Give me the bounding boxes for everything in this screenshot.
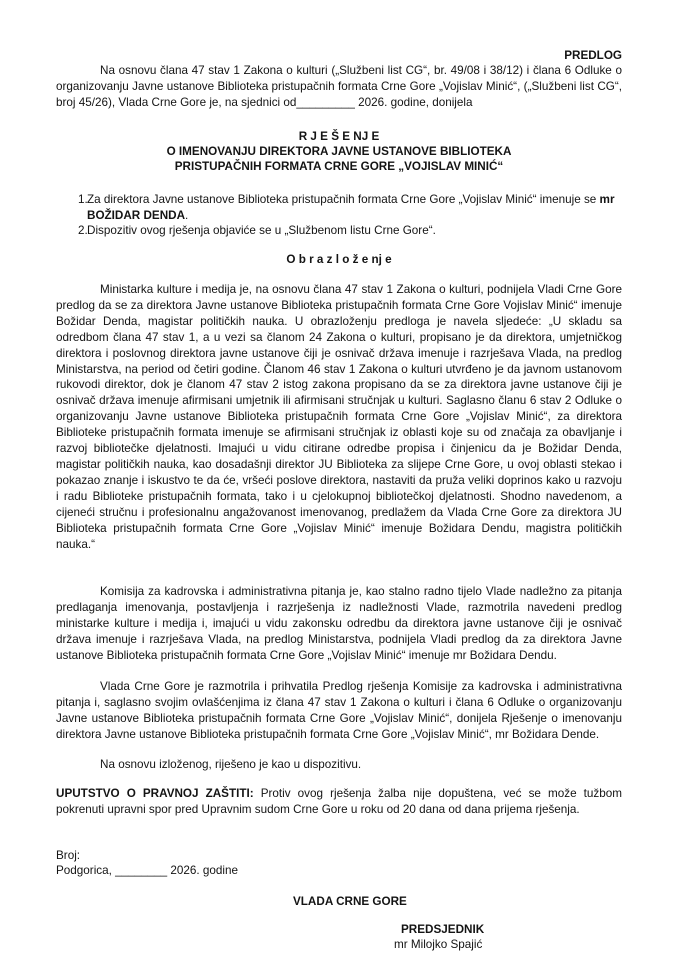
reasoning-paragraph-2: Komisija za kadrovska i administrativna pitanja je, kao stalno radno tijelo Vlade nadležno za pitanja predlaganja imenovanja, postavljenja i razrješenja iz nadležnosti Vlade, razmotrila navedeni predlog ministarke kulture i medija i, imajući u vidu zakonsku odredbu da direktora javne ustanove čiji je osnivač država imenuje i razrješava Vlada, na predlog Ministarstva, podnijela Vladi predlog da za direktora Javne ustanove Biblioteka pristupačnih formata Crne Gore „Vojislav Minić“ imenuje mr Božidara Dendu. (56, 585, 622, 662)
appointee-name: mr BOŽIDAR DENDA (87, 193, 615, 222)
decision-title-line-2: O IMENOVANJU DIREKTORA JAVNE USTANOVE BIBLIOTEKA (166, 145, 512, 158)
decision-title-line-1: R J E Š E NJ E (298, 130, 380, 143)
dispositive-number: 2. (78, 224, 88, 237)
dispositive-text: Dispozitiv ovog rješenja objaviće se u „Službenom listu Crne Gore“. (87, 224, 436, 237)
dispositive-text-end: . (185, 208, 189, 222)
legal-remedy-label: UPUTSTVO O PRAVNOJ ZAŠTITI: (56, 787, 254, 800)
place-date: Podgorica, ________ 2026. godine (56, 864, 238, 877)
legal-remedy-paragraph (56, 786, 622, 818)
decision-title-line-3: PRISTUPAČNIH FORMATA CRNE GORE „VOJISLAV MINIĆ“ (174, 160, 504, 173)
dispositive-text: Za direktora Javne ustanove Biblioteka pristupačnih formata Crne Gore „Vojislav Minić“ imenuje se (87, 193, 600, 206)
reference-number: Broj: (56, 849, 81, 862)
decision-title (56, 129, 622, 174)
reasoning-paragraph-4: Na osnovu izloženog, riješeno je kao u dispozitivu. (100, 758, 362, 771)
intro-paragraph: Na osnovu člana 47 stav 1 Zakona o kulturi („Službeni list CG“, br. 49/08 i 38/12) i člana 6 Odluke o organizovanju Javne ustanove Biblioteka pristupačnih formata Crne Gore „Vojislav Minić“, („Službeni list CG“, broj 45/26), Vlada Crne Gore je, na sjednici od_________ 2026. godine, donijela (56, 64, 622, 109)
president-name: mr Milojko Spajić (394, 938, 483, 951)
dispositive-item-2 (56, 223, 622, 239)
president-title: PREDSJEDNIK (401, 923, 485, 936)
reasoning-paragraph-1: Ministarka kulture i medija je, na osnovu člana 47 stav 1 Zakona o kulturi, podnijela Vladi Crne Gore predlog da se za direktora Javne ustanove Biblioteka pristupačnih formata Crne Gore Vojislav Minić“ imenuje Božidar Denda, magistar političkih nauka. U obrazloženju predloga je navela sljedeće: „U skladu sa odredbom člana 47 stav 1, a u vezi sa članom 24 Zakona o kulturi, propisano je da direktora, umjetničkog direktora i poslovnog direktora javne ustanove čiji je osnivač država imenuje i razrješava Vlada, na predlog Ministarstva, na period od četiri godine. Članom 46 stav 1 Zakona o kulturi utvrđeno je da javnom ustanovom rukovodi direktor, dok je članom 47 stav 2 istog zakona propisano da se za direktora javne ustanove čiji je osnivač država imenuje afirmisani umjetnik ili afirmisani stručnjak u kulturi. Saglasno članu 6 stav 2 Odluke o organizovanju Javne ustanove Biblioteka pristupačnih formata Crne Gore „Vojislav Minić“, za direktora Biblioteke pristupačnih formata imenuje se afirmisani stručnjak iz oblasti koje su od značaja za obavljanje i razvoj bibliotečke djelatnosti. Imajući u vidu citirane odredbe propisa i činjenicu da je Božidar Denda, magistar političkih nauka, kao dosadašnji direktor JU Biblioteka za slijepe Crne Gore, u ovoj oblasti stekao i pokazao znanje i iskustvo te da će, vršeći poslove direktora, nastaviti da pruža veliki doprinos kako u razvoju i radu Biblioteke pristupačnih formata, tako i u cjelokupnoj bibliotečkoj djelatnosti. Shodno navedenom, a cijeneći stručnu i profesionalnu angažovanost imenovanog, predlažem da Vlada Crne Gore za direktora JU Biblioteka pristupačnih formata Crne Gore „Vojislav Minić“ imenuje Božidara Dendu, magistra političkih nauka.“ (56, 283, 622, 551)
dispositive-number: 1. (78, 193, 88, 206)
reasoning-paragraph-3: Vlada Crne Gore je razmotrila i prihvatila Predlog rješenja Komisije za kadrovska i administrativna pitanja i, saglasno svojim ovlašćenjima iz člana 47 stav 1 Zakona o kulturi i člana 6 Odluke o organizovanju Javne ustanove Biblioteka pristupačnih formata Crne Gore „Vojislav Minić“, donijela Rješenje o imenovanju direktora Javne ustanove Biblioteka pristupačnih formata Crne Gore „Vojislav Minić“, mr Božidara Dende. (56, 680, 622, 741)
proposal-label: PREDLOG (564, 49, 622, 62)
dispositive-list (56, 192, 622, 239)
reasoning-heading: O b r a z l o ž e nj e (286, 253, 392, 266)
dispositive-item-1 (56, 192, 622, 223)
government-signature: VLADA CRNE GORE (293, 895, 407, 908)
legal-remedy-text: Protiv ovog rješenja žalba nije dopuštena, već se može tužbom pokrenuti upravni spor pred Upravnim sudom Crne Gore u roku od 20 dana od dana prijema rješenja. (56, 787, 622, 816)
